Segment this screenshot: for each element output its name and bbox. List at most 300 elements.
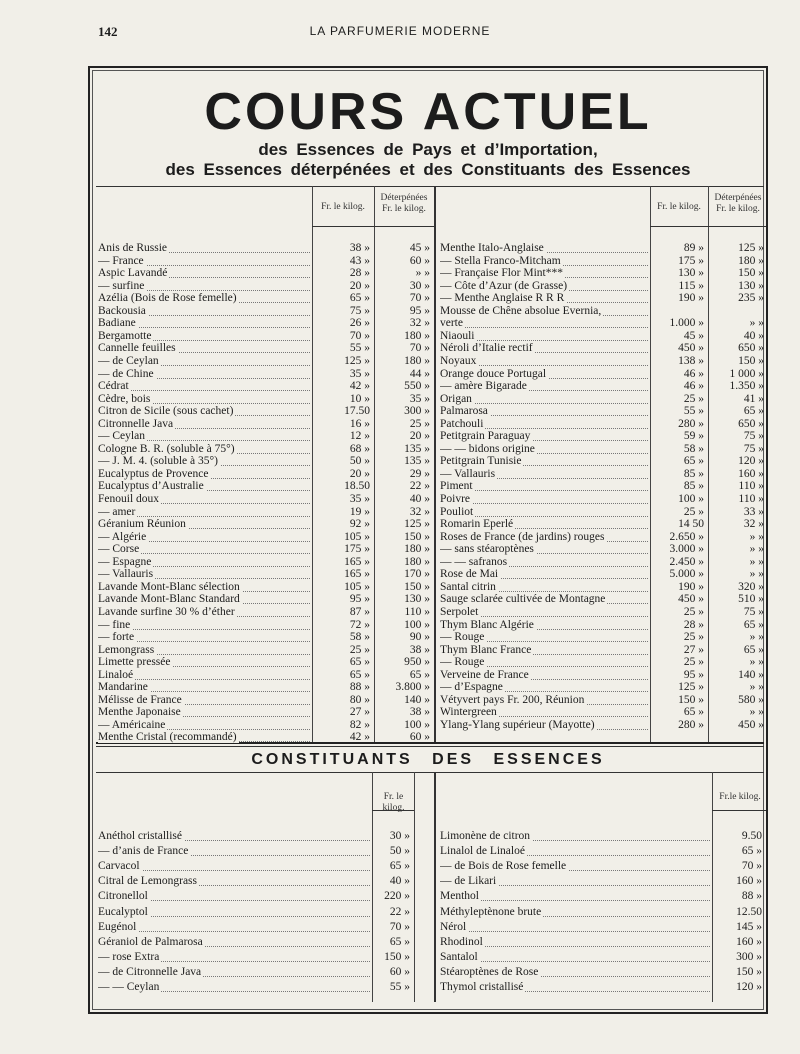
- item-name-text: Orange douce Portugal: [440, 367, 547, 380]
- item-name-text: — sans stéaroptènes: [440, 543, 534, 556]
- item-price: 280 »: [678, 417, 704, 430]
- item-name-text: Cédrat: [98, 380, 129, 393]
- item-price: 28 »: [349, 267, 370, 280]
- item-name: [440, 874, 710, 889]
- item-name-text: Lavande surfine 30 % d’éther: [98, 605, 235, 618]
- item-deterpenee-price: 40 »: [409, 493, 430, 505]
- item-price: 20 »: [349, 467, 370, 480]
- item-price: 160 »: [736, 875, 762, 888]
- item-deterpenee-price: 65 »: [743, 618, 764, 631]
- item-deterpenee-price: 65 »: [743, 405, 764, 418]
- item-name-text: verte: [440, 317, 463, 330]
- item-price: 280 »: [678, 718, 704, 731]
- item-price: 2.450 »: [669, 555, 704, 568]
- item-price: 65 »: [349, 292, 370, 305]
- item-name-text: — Côte d’Azur (de Grasse): [440, 279, 568, 292]
- col-header-deterpenees-right: [709, 193, 767, 215]
- item-deterpenee-price: 1.350 »: [729, 380, 764, 393]
- item-name-text: Rose de Mai: [440, 568, 499, 581]
- item-deterpenee-price: 550 »: [404, 380, 430, 393]
- item-price: 35 »: [349, 367, 370, 380]
- header-rule: [650, 226, 766, 227]
- col-header-deterpenees-unit: Fr. le kilog.: [382, 204, 426, 214]
- item-deterpenee-price: 75 »: [743, 430, 764, 443]
- item-name-text: Mousse de Chêne absolue Evernia,: [440, 304, 602, 317]
- item-price: 300 »: [736, 950, 762, 963]
- item-name-text: Rhodinol: [440, 935, 483, 948]
- item-price: 18.50: [344, 480, 370, 493]
- item-price: 55 »: [389, 981, 410, 993]
- item-deterpenee-price: » »: [749, 568, 764, 581]
- item-name: [440, 844, 710, 859]
- item-name-text: Azélia (Bois de Rose femelle): [98, 292, 237, 305]
- item-deterpenee-price: 160 »: [738, 467, 764, 480]
- item-name-text: Petitgrain Tunisie: [440, 455, 522, 468]
- item-name-text: — Ceylan: [98, 430, 145, 443]
- item-name-text: Santalol: [440, 950, 478, 963]
- item-name: [440, 980, 710, 995]
- item-name-text: Eucalyptol: [98, 905, 148, 918]
- item-price: 105 »: [344, 580, 370, 593]
- item-price: 160 »: [736, 935, 762, 948]
- page-title: COURS ACTUEL: [204, 83, 652, 141]
- item-name-text: — Vallauris: [440, 467, 496, 480]
- item-price: 45 »: [683, 329, 704, 342]
- subtitle-line-1: des Essences de Pays et d’Importation,: [258, 140, 598, 159]
- item-name-text: Menthe Cristal (recommandé): [98, 731, 237, 744]
- item-price: 138 »: [678, 354, 704, 367]
- item-price: 65 »: [389, 935, 410, 948]
- item-name-text: Palmarosa: [440, 405, 488, 418]
- col-header-deterpenees-label: Déterpénées: [714, 193, 762, 203]
- item-deterpenee-price: 33 »: [743, 505, 764, 518]
- item-deterpenee-price: 75 »: [743, 442, 764, 455]
- item-name-text: Cannelle feuilles: [98, 342, 176, 355]
- item-name: [440, 829, 710, 844]
- item-price: 88 »: [741, 890, 762, 903]
- item-name: [440, 965, 710, 980]
- item-deterpenee-price: 150 »: [738, 354, 764, 367]
- item-deterpenee-price: 29 »: [409, 467, 430, 480]
- item-deterpenee-price: 120 »: [738, 455, 764, 468]
- item-price: 9.50: [741, 830, 762, 842]
- item-deterpenee-price: 140 »: [404, 693, 430, 706]
- item-name-text: — Stella Franco-Mitcham: [440, 254, 561, 267]
- item-price: 65 »: [683, 455, 704, 468]
- item-price: 165 »: [344, 555, 370, 568]
- item-name-text: Nérol: [440, 920, 467, 933]
- col-header-deterpenees: [375, 193, 433, 215]
- item-name-text: Poivre: [440, 493, 471, 505]
- item-deterpenee-price: 60 »: [409, 254, 430, 267]
- item-deterpenee-price: 75 »: [743, 605, 764, 618]
- item-name-text: — d’anis de France: [98, 845, 189, 858]
- item-deterpenee-price: 150 »: [738, 267, 764, 280]
- item-price: 25 »: [683, 656, 704, 669]
- item-deterpenee-price: 30 »: [409, 279, 430, 292]
- item-name: [440, 718, 648, 733]
- item-name-text: Roses de France (de jardins) rouges: [440, 530, 605, 543]
- item-price: 125 »: [344, 354, 370, 367]
- item-price: 60 »: [389, 965, 410, 978]
- item-price: 42 »: [349, 731, 370, 744]
- col-header-deterpenees-label: Déterpénées: [380, 193, 428, 203]
- item-deterpenee-price: 140 »: [738, 668, 764, 681]
- item-price: 5.000 »: [669, 568, 704, 581]
- item-price: 88 »: [349, 681, 370, 694]
- item-name-text: — Vallauris: [98, 568, 154, 581]
- item-deterpenee-price: » »: [415, 267, 430, 280]
- item-name-text: Piment: [440, 480, 473, 493]
- item-deterpenee-price: 45 »: [409, 242, 430, 254]
- item-deterpenee-price: 170 »: [404, 568, 430, 581]
- item-price: 42 »: [349, 380, 370, 393]
- item-price: 58 »: [349, 631, 370, 644]
- item-name-text: Stéaroptènes de Rose: [440, 965, 539, 978]
- item-price: 46 »: [683, 380, 704, 393]
- item-name-text: Badiane: [98, 317, 136, 330]
- item-deterpenee-price: 125 »: [404, 518, 430, 531]
- item-price: 95 »: [349, 593, 370, 606]
- item-deterpenee-price: 100 »: [404, 718, 430, 731]
- item-deterpenee-price: 320 »: [738, 580, 764, 593]
- item-name-text: — Américaine: [98, 718, 166, 731]
- item-price: 65 »: [683, 706, 704, 719]
- col-header-deterpenees-unit: Fr. le kilog.: [716, 204, 760, 214]
- item-price: 43 »: [349, 254, 370, 267]
- item-price: 1.000 »: [669, 317, 704, 330]
- item-deterpenee-price: » »: [749, 555, 764, 568]
- item-price: 75 »: [349, 304, 370, 317]
- item-name-text: — Algérie: [98, 530, 147, 543]
- table-top-rule: [96, 186, 764, 187]
- item-price: 92 »: [349, 518, 370, 531]
- item-price: 80 »: [349, 693, 370, 706]
- item-name-text: Petitgrain Paraguay: [440, 430, 531, 443]
- item-deterpenee-price: 135 »: [404, 442, 430, 455]
- item-name-text: Aspic Lavandé: [98, 267, 168, 280]
- item-price: 50 »: [389, 845, 410, 858]
- item-deterpenee-price: 100 »: [404, 618, 430, 631]
- item-price: 150 »: [384, 950, 410, 963]
- item-price: 85 »: [683, 467, 704, 480]
- item-price: 120 »: [736, 981, 762, 993]
- item-price: 30 »: [389, 830, 410, 842]
- item-name-text: Ylang-Ylang supérieur (Mayotte): [440, 718, 595, 731]
- item-price: 70 »: [741, 860, 762, 873]
- item-deterpenee-price: 41 »: [743, 392, 764, 405]
- item-price: 25 »: [683, 392, 704, 405]
- item-name-text: Mélisse de France: [98, 693, 182, 706]
- item-deterpenee-price: 32 »: [409, 317, 430, 330]
- item-deterpenee-price: 25 »: [409, 417, 430, 430]
- item-price: 115 »: [678, 279, 704, 292]
- item-name-text: Wintergreen: [440, 706, 497, 719]
- item-name-text: — amer: [98, 505, 136, 518]
- item-deterpenee-price: 110 »: [738, 493, 764, 505]
- item-name-text: Eucalyptus de Provence: [98, 467, 209, 480]
- item-deterpenee-price: 300 »: [404, 405, 430, 418]
- item-name-text: Anéthol cristallisé: [98, 830, 182, 842]
- item-price: 87 »: [349, 605, 370, 618]
- item-price: 68 »: [349, 442, 370, 455]
- item-name-text: Linalol de Linaloé: [440, 845, 525, 858]
- item-name-text: — France: [98, 254, 144, 267]
- item-price: 70 »: [349, 329, 370, 342]
- item-price: 175 »: [344, 543, 370, 556]
- item-deterpenee-price: 32 »: [409, 505, 430, 518]
- item-name-text: Linaloé: [98, 668, 134, 681]
- item-price: 38 »: [349, 242, 370, 254]
- item-deterpenee-price: 65 »: [409, 668, 430, 681]
- item-deterpenee-price: 235 »: [738, 292, 764, 305]
- item-deterpenee-price: 65 »: [743, 643, 764, 656]
- page-number: 142: [98, 24, 118, 39]
- item-name-text: Fenouil doux: [98, 493, 160, 505]
- item-name-text: Méthyleptènone brute: [440, 905, 542, 918]
- item-name-text: — de Citronnelle Java: [98, 965, 202, 978]
- item-name-text: — de Bois de Rose femelle: [440, 860, 567, 873]
- leader-dots: [440, 931, 710, 932]
- item-price: 82 »: [349, 718, 370, 731]
- item-deterpenee-price: 650 »: [738, 342, 764, 355]
- item-name-text: — J. M. 4. (soluble à 35°): [98, 455, 218, 468]
- item-price: 55 »: [349, 342, 370, 355]
- item-price: 150 »: [678, 693, 704, 706]
- item-deterpenee-price: 650 »: [738, 417, 764, 430]
- item-name-text: — fine: [98, 618, 131, 631]
- item-name-text: Limonène de citron: [440, 830, 531, 842]
- item-name-text: Géraniol de Palmarosa: [98, 935, 203, 948]
- item-name-text: — amère Bigarade: [440, 380, 527, 393]
- item-price: 35 »: [349, 493, 370, 505]
- item-name-text: Citronnelle Java: [98, 417, 174, 430]
- item-name-text: — forte: [98, 631, 135, 644]
- item-name-text: Limette pressée: [98, 656, 171, 669]
- table-bottom-rule-thin: [96, 746, 764, 747]
- item-name-text: Cologne B. R. (soluble à 75°): [98, 442, 235, 455]
- item-deterpenee-price: 130 »: [738, 279, 764, 292]
- const-col-header-right: Fr.le kilog.: [719, 792, 761, 802]
- item-name: [440, 889, 710, 904]
- item-name-text: Menthe Italo-Anglaise: [440, 242, 544, 254]
- item-price: 12 »: [349, 430, 370, 443]
- col-header-fr-kilog-right: Fr. le kilog.: [657, 202, 701, 212]
- item-name-text: Pouliot: [440, 505, 474, 518]
- item-deterpenee-price: 40 »: [743, 329, 764, 342]
- item-price: 12.50: [736, 905, 762, 918]
- item-name-text: Citral de Lemongrass: [98, 875, 198, 888]
- item-price: 65 »: [349, 668, 370, 681]
- item-name-text: Eugénol: [98, 920, 137, 933]
- item-price: 14 50: [678, 518, 704, 531]
- item-name-text: Serpolet: [440, 605, 479, 618]
- item-price: 25 »: [683, 505, 704, 518]
- item-price: 19 »: [349, 505, 370, 518]
- item-name-text: Thymol cristallisé: [440, 981, 524, 993]
- item-deterpenee-price: 35 »: [409, 392, 430, 405]
- item-name-text: Bergamotte: [98, 329, 152, 342]
- item-name-text: — de Ceylan: [98, 354, 159, 367]
- item-price: 130 »: [678, 267, 704, 280]
- item-price: 65 »: [741, 845, 762, 858]
- item-price: 16 »: [349, 417, 370, 430]
- item-price: 175 »: [678, 254, 704, 267]
- item-name: [440, 859, 710, 874]
- item-name-text: — surfine: [98, 279, 145, 292]
- item-name-text: — Française Flor Mint***: [440, 267, 563, 280]
- item-name-text: — Rouge: [440, 631, 485, 644]
- item-deterpenee-price: 150 »: [404, 530, 430, 543]
- item-name-text: Lavande Mont-Blanc Standard: [98, 593, 240, 606]
- const-col-header-left: Fr. le kilog.: [382, 792, 405, 813]
- item-name-text: — Menthe Anglaise R R R: [440, 292, 565, 305]
- item-deterpenee-price: » »: [749, 530, 764, 543]
- item-deterpenee-price: 180 »: [404, 555, 430, 568]
- item-deterpenee-price: 20 »: [409, 430, 430, 443]
- item-deterpenee-price: 180 »: [738, 254, 764, 267]
- item-deterpenee-price: 38 »: [409, 643, 430, 656]
- item-price: 95 »: [683, 668, 704, 681]
- item-name-text: — Rouge: [440, 656, 485, 669]
- item-deterpenee-price: » »: [749, 631, 764, 644]
- item-name-text: Origan: [440, 392, 472, 405]
- item-deterpenee-price: 135 »: [404, 455, 430, 468]
- item-price: 165 »: [344, 568, 370, 581]
- item-price: 25 »: [683, 631, 704, 644]
- item-price: 28 »: [683, 618, 704, 631]
- item-price: 89 »: [683, 242, 704, 254]
- item-price: 450 »: [678, 342, 704, 355]
- item-name-text: Thym Blanc Algérie: [440, 618, 534, 631]
- item-name-text: Eucalyptus d’Australie: [98, 480, 204, 493]
- item-deterpenee-price: 950 »: [404, 656, 430, 669]
- item-name-text: Lavande Mont-Blanc sélection: [98, 580, 240, 593]
- item-price: 50 »: [349, 455, 370, 468]
- item-name-text: Citronellol: [98, 890, 148, 903]
- item-name-text: Thym Blanc France: [440, 643, 532, 656]
- item-name-text: Santal citrin: [440, 580, 496, 593]
- item-price: 125 »: [678, 681, 704, 694]
- item-name-text: Néroli d’Italie rectif: [440, 342, 533, 355]
- item-price: 55 »: [683, 405, 704, 418]
- item-name-text: Vétyvert pays Fr. 200, Réunion: [440, 693, 585, 706]
- item-deterpenee-price: 22 »: [409, 480, 430, 493]
- item-price: 46 »: [683, 367, 704, 380]
- item-price: 72 »: [349, 618, 370, 631]
- item-name: [440, 905, 710, 920]
- item-name: [440, 950, 710, 965]
- item-name-text: Cèdre, bois: [98, 392, 151, 405]
- item-price: 150 »: [736, 965, 762, 978]
- item-name-text: Menthe Japonaise: [98, 706, 181, 719]
- const-header-rule: [712, 810, 766, 811]
- item-price: 220 »: [384, 890, 410, 903]
- item-deterpenee-price: 95 »: [409, 304, 430, 317]
- item-deterpenee-price: 450 »: [738, 718, 764, 731]
- item-price: 190 »: [678, 580, 704, 593]
- item-deterpenee-price: 44 »: [409, 367, 430, 380]
- item-price: 65 »: [349, 656, 370, 669]
- item-price: 40 »: [389, 875, 410, 888]
- item-name-text: Niaouli: [440, 329, 475, 342]
- item-name-text: — — safranos: [440, 555, 508, 568]
- item-price: 105 »: [344, 530, 370, 543]
- item-name-text: — rose Extra: [98, 950, 160, 963]
- item-name-text: Citron de Sicile (sous cachet): [98, 405, 234, 418]
- item-deterpenee-price: 60 »: [409, 731, 430, 744]
- item-price: 190 »: [678, 292, 704, 305]
- item-price: 2.650 »: [669, 530, 704, 543]
- header-rule: [312, 226, 434, 227]
- item-price: 58 »: [683, 442, 704, 455]
- item-name-text: Anis de Russie: [98, 242, 167, 254]
- item-deterpenee-price: » »: [749, 543, 764, 556]
- item-price: 27 »: [349, 706, 370, 719]
- item-price: 450 »: [678, 593, 704, 606]
- item-name-text: Noyaux: [440, 354, 477, 367]
- item-price: 59 »: [683, 430, 704, 443]
- running-header: [0, 24, 800, 44]
- leader-dots: [440, 961, 710, 962]
- item-name-text: Lemongrass: [98, 643, 155, 656]
- item-name-text: Géranium Réunion: [98, 518, 186, 531]
- item-name-text: — Corse: [98, 543, 140, 556]
- item-name-text: — — bidons origine: [440, 442, 535, 455]
- item-deterpenee-price: 180 »: [404, 543, 430, 556]
- item-deterpenee-price: 510 »: [738, 593, 764, 606]
- item-deterpenee-price: 1 000 »: [729, 367, 764, 380]
- item-name-text: — — Ceylan: [98, 981, 160, 993]
- item-price: 25 »: [349, 643, 370, 656]
- item-deterpenee-price: » »: [749, 706, 764, 719]
- item-price: 10 »: [349, 392, 370, 405]
- item-name-text: Carvacol: [98, 860, 140, 873]
- item-price: 27 »: [683, 643, 704, 656]
- item-deterpenee-price: » »: [749, 656, 764, 669]
- item-name: [440, 920, 710, 935]
- item-name-text: Backousia: [98, 304, 146, 317]
- item-name-text: Patchouli: [440, 417, 484, 430]
- item-price: 17.50: [344, 405, 370, 418]
- item-name-text: — de Chine: [98, 367, 154, 380]
- col-header-fr-kilog: Fr. le kilog.: [321, 202, 365, 212]
- section2-rule: [96, 772, 764, 773]
- item-deterpenee-price: 110 »: [738, 480, 764, 493]
- item-name-text: — de Likari: [440, 875, 497, 888]
- item-price: 70 »: [389, 920, 410, 933]
- item-deterpenee-price: 180 »: [404, 354, 430, 367]
- item-price: 25 »: [683, 605, 704, 618]
- item-deterpenee-price: 125 »: [738, 242, 764, 254]
- item-price: 100 »: [678, 493, 704, 505]
- item-deterpenee-price: 32 »: [743, 518, 764, 531]
- item-name-text: Romarin Eperlé: [440, 518, 514, 531]
- item-price: 26 »: [349, 317, 370, 330]
- item-deterpenee-price: 90 »: [409, 631, 430, 644]
- item-price: 20 »: [349, 279, 370, 292]
- item-name-text: Mandarine: [98, 681, 148, 694]
- item-name-text: Sauge sclarée cultivée de Montagne: [440, 593, 606, 606]
- item-deterpenee-price: 110 »: [404, 605, 430, 618]
- item-deterpenee-price: 3.800 »: [395, 681, 430, 694]
- item-price: 65 »: [389, 860, 410, 873]
- section2-title: CONSTITUANTS DES ESSENCES: [251, 751, 605, 768]
- item-name-text: Menthol: [440, 890, 479, 903]
- item-deterpenee-price: » »: [749, 681, 764, 694]
- item-deterpenee-price: 180 »: [404, 329, 430, 342]
- item-price: 85 »: [683, 480, 704, 493]
